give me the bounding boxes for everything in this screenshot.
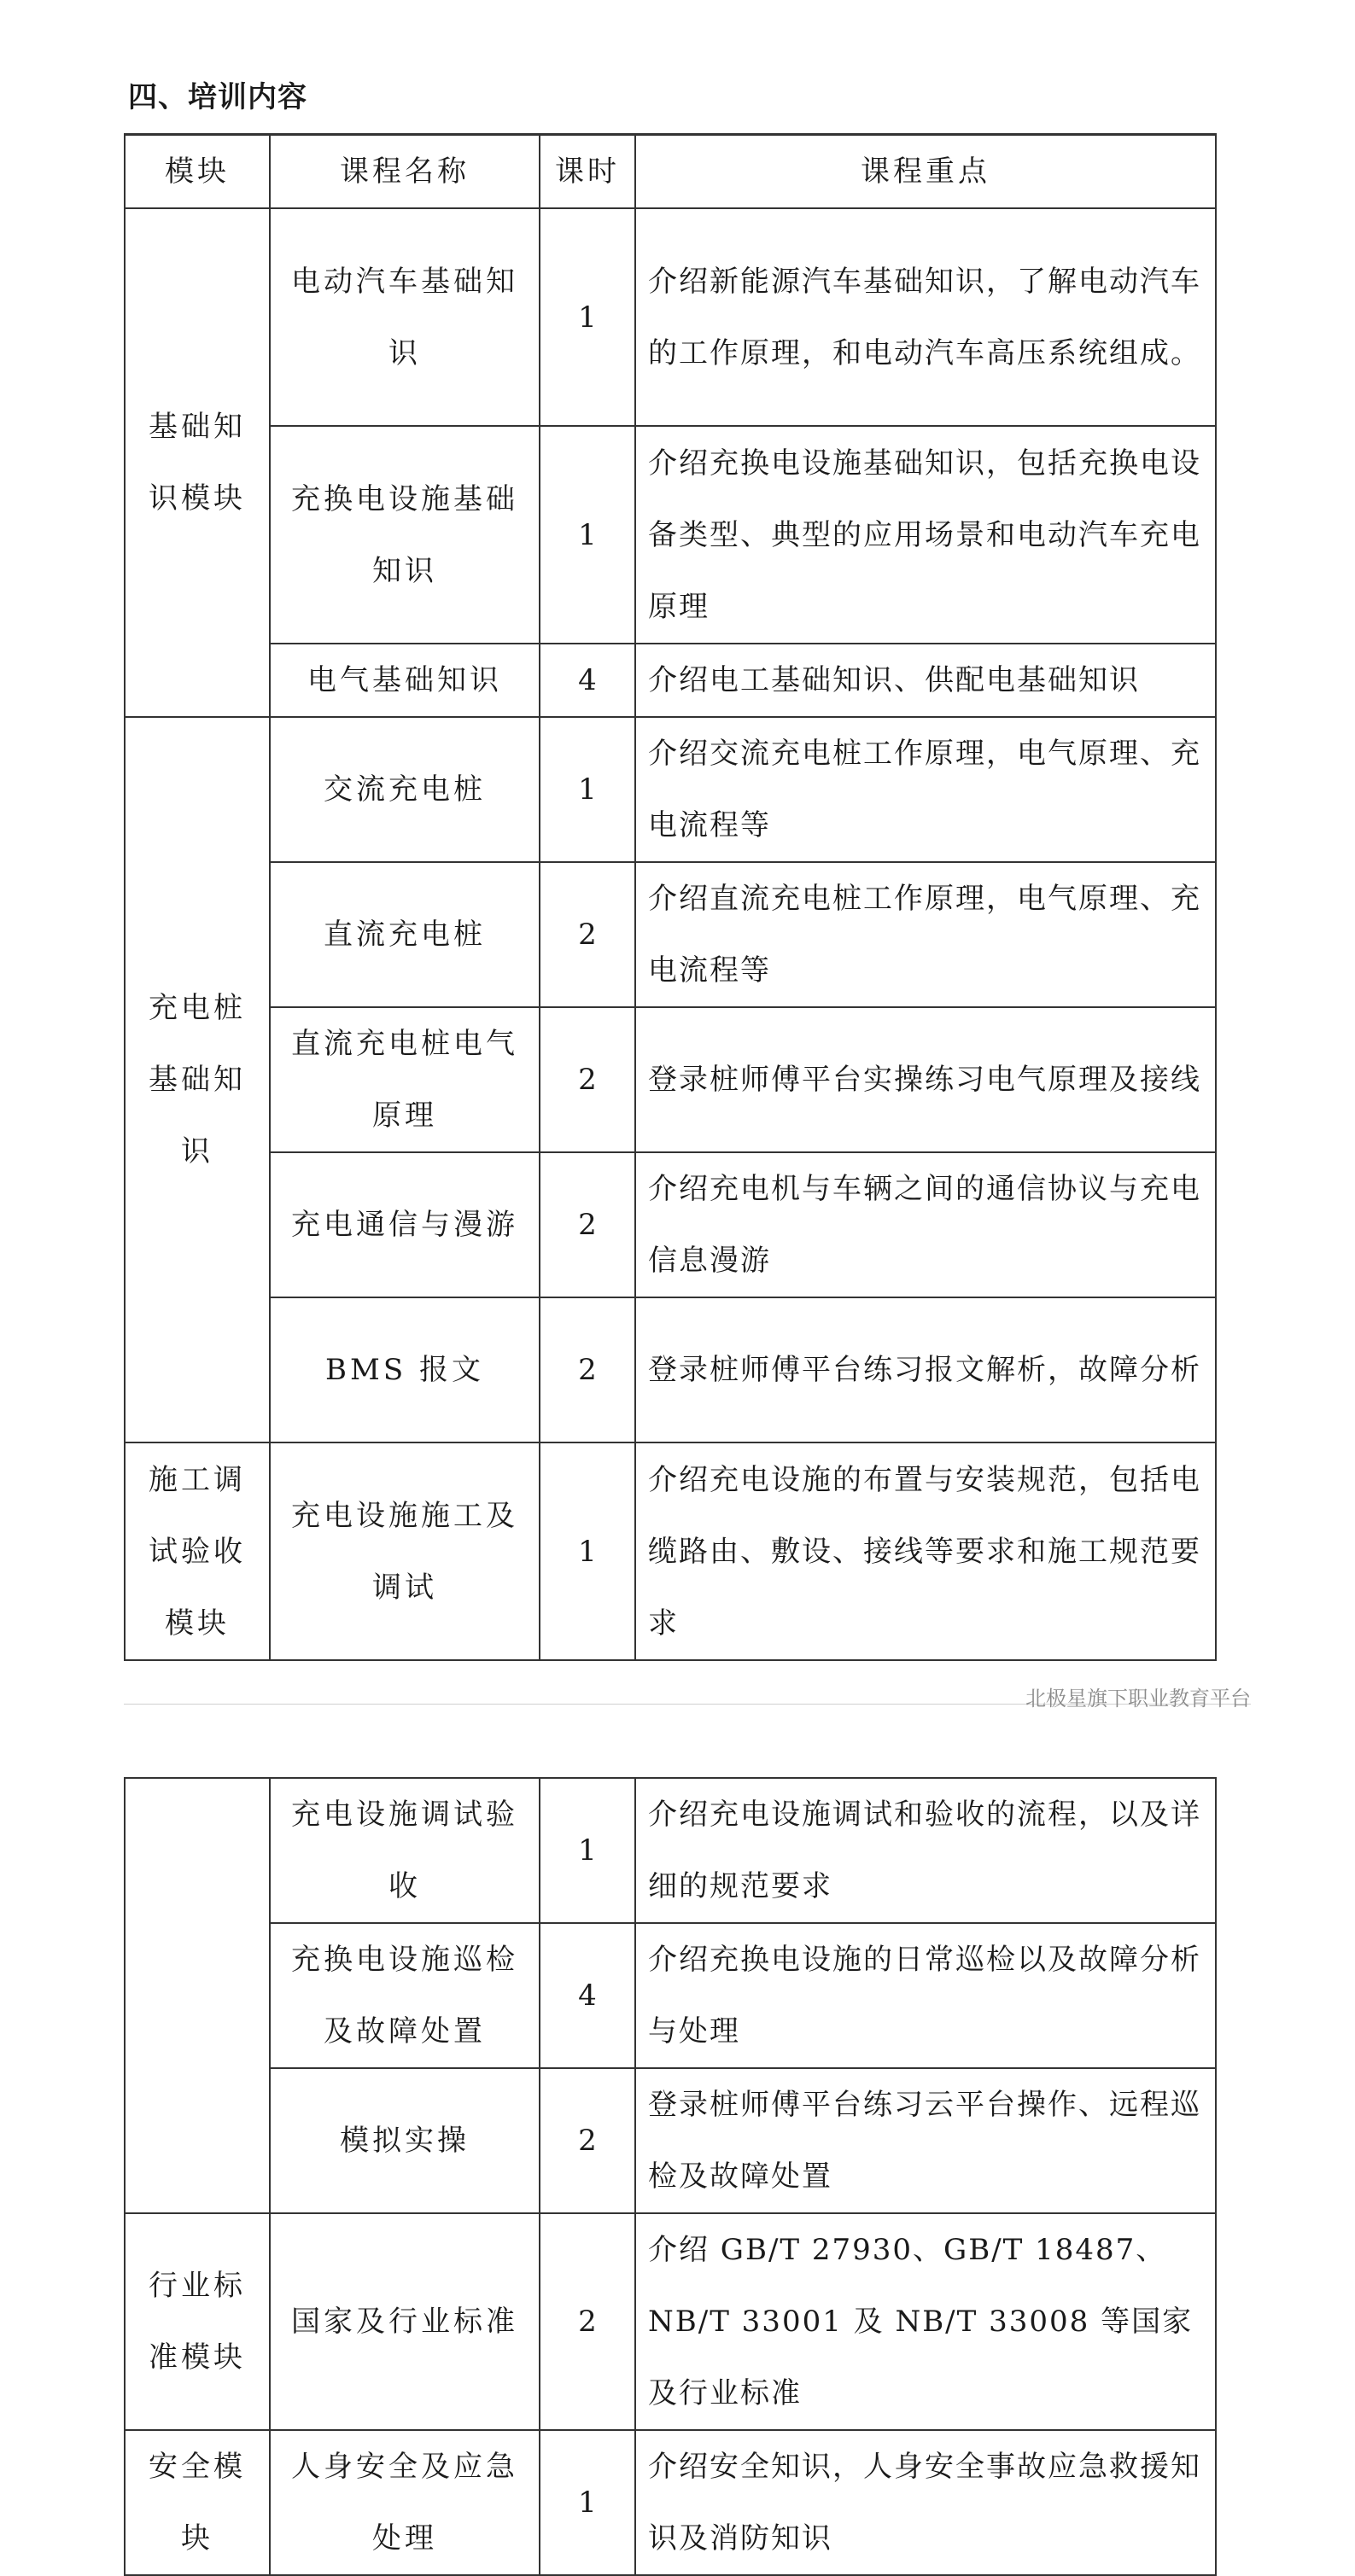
course-focus: 介绍充电机与车辆之间的通信协议与充电信息漫游 [635,1152,1216,1297]
table-row [125,208,1216,426]
table-row [125,426,1216,644]
table-row [125,2430,1216,2575]
table-row [125,2068,1216,2213]
table-row [125,1152,1216,1297]
training-content-table [124,133,1217,1661]
course-name: 电气基础知识 [270,644,540,717]
course-focus: 登录桩师傅平台练习云平台操作、远程巡检及故障处置 [635,2068,1216,2213]
section-heading: 四、培训内容 [128,80,307,114]
module-cell: 基础知识模块 [125,208,270,717]
course-hours: 1 [540,208,635,426]
course-hours: 2 [540,1152,635,1297]
table-row [125,1923,1216,2068]
course-hours: 2 [540,1007,635,1152]
course-hours: 4 [540,644,635,717]
table-row [125,2213,1216,2430]
table-row [125,862,1216,1007]
table-header-row [125,135,1216,209]
module-cell: 施工调试验收模块 [125,1442,270,1660]
header-focus: 课程重点 [635,135,1216,209]
course-focus: 介绍交流充电桩工作原理，电气原理、充电流程等 [635,717,1216,862]
course-hours: 2 [540,2213,635,2430]
training-content-table-continued [124,1777,1217,2576]
module-cell: 行业标准模块 [125,2213,270,2430]
table-row [125,1007,1216,1152]
course-name: 国家及行业标准 [270,2213,540,2430]
table-row [125,1297,1216,1442]
course-hours: 2 [540,2068,635,2213]
course-focus: 介绍充电设施的布置与安装规范，包括电缆路由、敷设、接线等要求和施工规范要求 [635,1442,1216,1660]
course-focus: 介绍充换电设施基础知识，包括充换电设备类型、典型的应用场景和电动汽车充电原理 [635,426,1216,644]
course-hours: 4 [540,1923,635,2068]
course-name: 充电通信与漫游 [270,1152,540,1297]
course-focus: 介绍直流充电桩工作原理，电气原理、充电流程等 [635,862,1216,1007]
course-name: BMS 报文 [270,1297,540,1442]
module-cell [125,1778,270,2213]
course-name: 电动汽车基础知识 [270,208,540,426]
footer-watermark: 北极星旗下职业教育平台 [1025,1687,1251,1711]
course-name: 直流充电桩电气原理 [270,1007,540,1152]
course-name: 交流充电桩 [270,717,540,862]
course-focus: 介绍安全知识，人身安全事故应急救援知识及消防知识 [635,2430,1216,2575]
header-course: 课程名称 [270,135,540,209]
course-name: 充电设施施工及调试 [270,1442,540,1660]
course-hours: 1 [540,426,635,644]
course-name: 充换电设施基础知识 [270,426,540,644]
course-focus: 介绍电工基础知识、供配电基础知识 [635,644,1216,717]
course-name: 充换电设施巡检及故障处置 [270,1923,540,2068]
course-hours: 1 [540,2430,635,2575]
course-focus: 介绍充电设施调试和验收的流程，以及详细的规范要求 [635,1778,1216,1923]
course-name: 模拟实操 [270,2068,540,2213]
course-focus: 介绍充换电设施的日常巡检以及故障分析与处理 [635,1923,1216,2068]
course-hours: 1 [540,717,635,862]
table-row [125,644,1216,717]
course-hours: 1 [540,1442,635,1660]
course-hours: 2 [540,1297,635,1442]
course-focus: 介绍 GB/T 27930、GB/T 18487、NB/T 33001 及 NB/T 33008 等国家及行业标准 [635,2213,1216,2430]
header-hours: 课时 [540,135,635,209]
course-name: 充电设施调试验收 [270,1778,540,1923]
course-focus: 介绍新能源汽车基础知识，了解电动汽车的工作原理，和电动汽车高压系统组成。 [635,208,1216,426]
course-hours: 1 [540,1778,635,1923]
course-focus: 登录桩师傅平台练习报文解析，故障分析 [635,1297,1216,1442]
module-cell: 安全模块 [125,2430,270,2575]
table-row [125,1442,1216,1660]
table-row [125,717,1216,862]
table-row [125,1778,1216,1923]
course-name: 直流充电桩 [270,862,540,1007]
course-focus: 登录桩师傅平台实操练习电气原理及接线 [635,1007,1216,1152]
header-module: 模块 [125,135,270,209]
course-name: 人身安全及应急处理 [270,2430,540,2575]
module-cell: 充电桩基础知识 [125,717,270,1442]
course-hours: 2 [540,862,635,1007]
